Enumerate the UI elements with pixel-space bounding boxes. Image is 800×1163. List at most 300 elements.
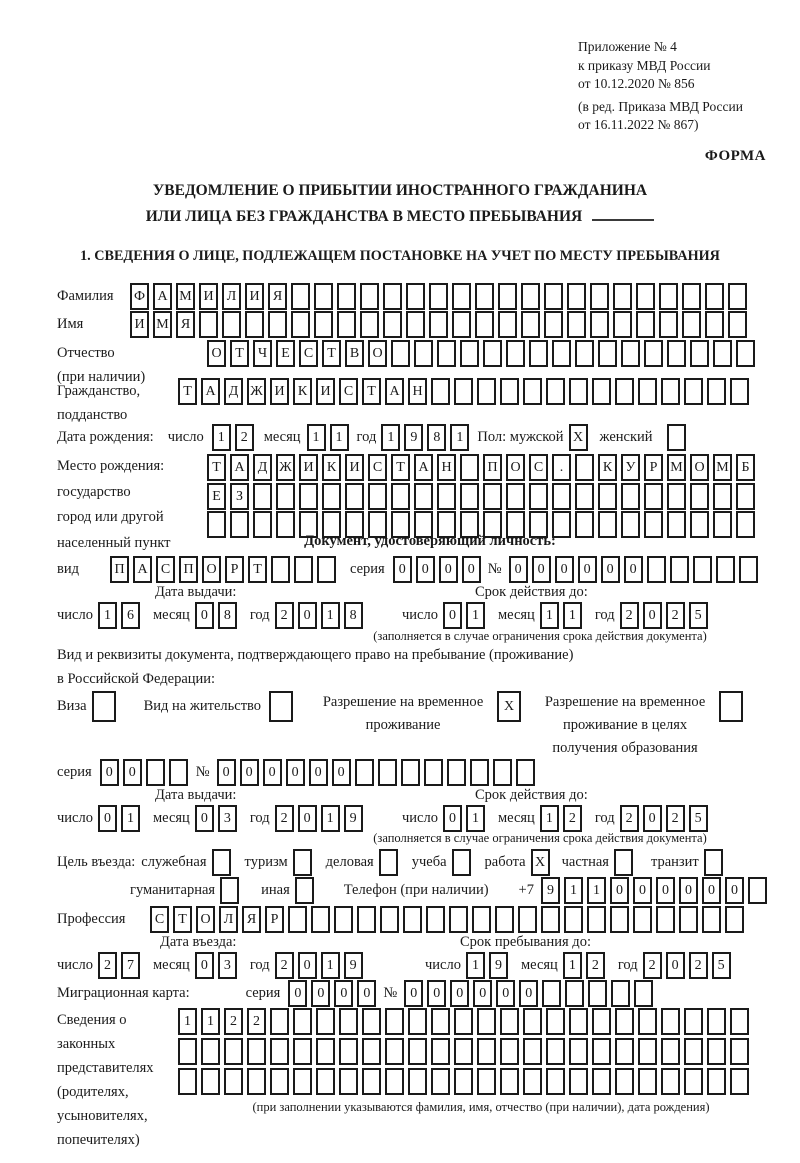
char-cell[interactable] xyxy=(224,1038,243,1065)
char-cell[interactable]: 1 xyxy=(330,424,349,451)
char-cell[interactable] xyxy=(245,311,264,338)
char-cell[interactable]: 2 xyxy=(224,1008,243,1035)
char-cell[interactable] xyxy=(716,556,735,583)
char-cell[interactable] xyxy=(169,759,188,786)
char-cell[interactable] xyxy=(736,483,755,510)
char-cell[interactable] xyxy=(705,311,724,338)
char-cell[interactable] xyxy=(431,1008,450,1035)
purpose-study-checkbox[interactable] xyxy=(452,849,475,876)
char-cell[interactable] xyxy=(339,1068,358,1095)
char-cell[interactable]: 2 xyxy=(275,602,294,629)
char-cell[interactable] xyxy=(178,1068,197,1095)
char-cell[interactable] xyxy=(299,483,318,510)
char-cell[interactable] xyxy=(523,1068,542,1095)
migration-card-seriya-input[interactable] xyxy=(288,980,380,1007)
char-cell[interactable] xyxy=(360,311,379,338)
char-cell[interactable]: 3 xyxy=(218,805,237,832)
char-cell[interactable] xyxy=(541,906,560,933)
char-cell[interactable]: З xyxy=(230,483,249,510)
char-cell[interactable] xyxy=(146,759,165,786)
char-cell[interactable] xyxy=(437,340,456,367)
patronymic-input[interactable] xyxy=(207,340,759,367)
char-cell[interactable] xyxy=(521,283,540,310)
char-cell[interactable] xyxy=(684,1008,703,1035)
char-cell[interactable]: 2 xyxy=(620,602,639,629)
char-cell[interactable] xyxy=(506,483,525,510)
char-cell[interactable] xyxy=(426,906,445,933)
char-cell[interactable] xyxy=(431,1068,450,1095)
char-cell[interactable]: 0 xyxy=(555,556,574,583)
char-cell[interactable] xyxy=(707,1068,726,1095)
char-cell[interactable] xyxy=(736,511,755,538)
purpose-official-checkbox[interactable] xyxy=(212,849,235,876)
char-cell[interactable]: А xyxy=(133,556,152,583)
char-cell[interactable] xyxy=(378,759,397,786)
birth-day-input[interactable] xyxy=(212,424,258,451)
char-cell[interactable] xyxy=(477,378,496,405)
char-cell[interactable]: 0 xyxy=(532,556,551,583)
char-cell[interactable]: 0 xyxy=(496,980,515,1007)
char-cell[interactable]: Я xyxy=(242,906,261,933)
char-cell[interactable] xyxy=(636,311,655,338)
char-cell[interactable]: 2 xyxy=(275,952,294,979)
char-cell[interactable] xyxy=(615,1038,634,1065)
char-cell[interactable] xyxy=(431,1038,450,1065)
identity-valid-month-input[interactable] xyxy=(540,602,586,629)
char-cell[interactable] xyxy=(472,906,491,933)
char-cell[interactable]: Т xyxy=(178,378,197,405)
char-cell[interactable] xyxy=(212,849,231,876)
char-cell[interactable]: 1 xyxy=(98,602,117,629)
visa-checkbox[interactable] xyxy=(92,691,116,722)
char-cell[interactable]: 0 xyxy=(298,602,317,629)
char-cell[interactable]: 1 xyxy=(321,805,340,832)
char-cell[interactable] xyxy=(704,849,723,876)
char-cell[interactable] xyxy=(546,1008,565,1035)
char-cell[interactable]: П xyxy=(110,556,129,583)
purpose-humanitarian-checkbox[interactable] xyxy=(220,877,243,904)
char-cell[interactable]: Т xyxy=(207,454,226,481)
char-cell[interactable] xyxy=(638,1038,657,1065)
char-cell[interactable] xyxy=(385,1008,404,1035)
char-cell[interactable] xyxy=(552,483,571,510)
char-cell[interactable]: О xyxy=(207,340,226,367)
char-cell[interactable]: М xyxy=(176,283,195,310)
char-cell[interactable] xyxy=(684,1068,703,1095)
char-cell[interactable] xyxy=(670,556,689,583)
char-cell[interactable] xyxy=(270,1038,289,1065)
char-cell[interactable] xyxy=(391,483,410,510)
residence-issue-month-input[interactable] xyxy=(195,805,241,832)
char-cell[interactable]: 2 xyxy=(689,952,708,979)
char-cell[interactable] xyxy=(713,340,732,367)
char-cell[interactable]: И xyxy=(130,311,149,338)
char-cell[interactable]: Т xyxy=(248,556,267,583)
birth-month-input[interactable] xyxy=(307,424,353,451)
char-cell[interactable]: . xyxy=(552,454,571,481)
char-cell[interactable] xyxy=(730,378,749,405)
char-cell[interactable] xyxy=(362,1008,381,1035)
char-cell[interactable] xyxy=(293,849,312,876)
char-cell[interactable]: 1 xyxy=(321,952,340,979)
char-cell[interactable] xyxy=(590,311,609,338)
char-cell[interactable]: К xyxy=(598,454,617,481)
char-cell[interactable]: 0 xyxy=(443,805,462,832)
char-cell[interactable]: 0 xyxy=(298,805,317,832)
char-cell[interactable]: 1 xyxy=(540,805,559,832)
char-cell[interactable] xyxy=(523,378,542,405)
char-cell[interactable]: О xyxy=(368,340,387,367)
char-cell[interactable]: К xyxy=(293,378,312,405)
char-cell[interactable]: 0 xyxy=(473,980,492,1007)
char-cell[interactable] xyxy=(638,1068,657,1095)
char-cell[interactable] xyxy=(270,1068,289,1095)
char-cell[interactable] xyxy=(314,311,333,338)
char-cell[interactable] xyxy=(293,1038,312,1065)
char-cell[interactable]: П xyxy=(179,556,198,583)
purpose-other-checkbox[interactable] xyxy=(295,877,318,904)
char-cell[interactable]: 8 xyxy=(427,424,446,451)
char-cell[interactable]: М xyxy=(713,454,732,481)
doc-kind-input[interactable] xyxy=(110,556,340,583)
purpose-tourism-checkbox[interactable] xyxy=(293,849,316,876)
char-cell[interactable] xyxy=(406,283,425,310)
char-cell[interactable]: У xyxy=(621,454,640,481)
identity-issue-year-input[interactable] xyxy=(275,602,367,629)
char-cell[interactable]: С xyxy=(156,556,175,583)
char-cell[interactable]: К xyxy=(322,454,341,481)
char-cell[interactable] xyxy=(271,556,290,583)
purpose-business-checkbox[interactable] xyxy=(379,849,402,876)
char-cell[interactable] xyxy=(401,759,420,786)
stay-day-input[interactable] xyxy=(466,952,512,979)
char-cell[interactable] xyxy=(385,1038,404,1065)
residence-valid-day-input[interactable] xyxy=(443,805,489,832)
char-cell[interactable] xyxy=(288,906,307,933)
char-cell[interactable] xyxy=(592,1008,611,1035)
char-cell[interactable] xyxy=(546,1068,565,1095)
char-cell[interactable]: О xyxy=(506,454,525,481)
char-cell[interactable] xyxy=(337,283,356,310)
char-cell[interactable] xyxy=(728,283,747,310)
char-cell[interactable]: 0 xyxy=(656,877,675,904)
char-cell[interactable]: 2 xyxy=(586,952,605,979)
char-cell[interactable]: X xyxy=(569,424,588,451)
char-cell[interactable]: Е xyxy=(276,340,295,367)
residence-issue-day-input[interactable] xyxy=(98,805,144,832)
char-cell[interactable] xyxy=(702,906,721,933)
char-cell[interactable]: И xyxy=(299,454,318,481)
char-cell[interactable] xyxy=(575,454,594,481)
char-cell[interactable] xyxy=(690,340,709,367)
char-cell[interactable] xyxy=(339,1008,358,1035)
char-cell[interactable] xyxy=(293,1008,312,1035)
char-cell[interactable] xyxy=(316,1068,335,1095)
char-cell[interactable]: 9 xyxy=(541,877,560,904)
char-cell[interactable] xyxy=(220,877,239,904)
char-cell[interactable] xyxy=(656,906,675,933)
char-cell[interactable] xyxy=(454,1008,473,1035)
char-cell[interactable] xyxy=(452,849,471,876)
given-name-input[interactable] xyxy=(130,311,751,338)
char-cell[interactable]: 0 xyxy=(100,759,119,786)
entry-day-input[interactable] xyxy=(98,952,144,979)
char-cell[interactable]: 2 xyxy=(235,424,254,451)
char-cell[interactable]: Л xyxy=(219,906,238,933)
char-cell[interactable]: 1 xyxy=(466,602,485,629)
char-cell[interactable]: И xyxy=(245,283,264,310)
stay-year-input[interactable] xyxy=(643,952,735,979)
char-cell[interactable] xyxy=(636,283,655,310)
char-cell[interactable]: 0 xyxy=(195,805,214,832)
representatives-row2-input[interactable] xyxy=(178,1038,753,1065)
char-cell[interactable] xyxy=(707,1038,726,1065)
char-cell[interactable] xyxy=(477,1008,496,1035)
char-cell[interactable] xyxy=(659,311,678,338)
char-cell[interactable]: 1 xyxy=(466,952,485,979)
char-cell[interactable] xyxy=(588,980,607,1007)
identity-valid-year-input[interactable] xyxy=(620,602,712,629)
char-cell[interactable] xyxy=(598,340,617,367)
char-cell[interactable]: Д xyxy=(224,378,243,405)
char-cell[interactable]: Р xyxy=(225,556,244,583)
profession-input[interactable] xyxy=(150,906,748,933)
char-cell[interactable]: 6 xyxy=(121,602,140,629)
char-cell[interactable] xyxy=(546,378,565,405)
char-cell[interactable]: 0 xyxy=(195,952,214,979)
identity-valid-day-input[interactable] xyxy=(443,602,489,629)
char-cell[interactable]: Ч xyxy=(253,340,272,367)
birth-place-row2-input[interactable] xyxy=(207,483,759,510)
char-cell[interactable] xyxy=(523,1008,542,1035)
char-cell[interactable] xyxy=(406,311,425,338)
char-cell[interactable]: И xyxy=(199,283,218,310)
char-cell[interactable]: 2 xyxy=(643,952,662,979)
char-cell[interactable] xyxy=(705,283,724,310)
char-cell[interactable] xyxy=(495,906,514,933)
char-cell[interactable] xyxy=(564,906,583,933)
char-cell[interactable] xyxy=(454,378,473,405)
char-cell[interactable] xyxy=(615,1008,634,1035)
char-cell[interactable] xyxy=(725,906,744,933)
char-cell[interactable]: 0 xyxy=(439,556,458,583)
char-cell[interactable]: 0 xyxy=(633,877,652,904)
identity-issue-month-input[interactable] xyxy=(195,602,241,629)
char-cell[interactable]: 0 xyxy=(217,759,236,786)
char-cell[interactable]: С xyxy=(529,454,548,481)
char-cell[interactable]: С xyxy=(368,454,387,481)
char-cell[interactable]: 0 xyxy=(601,556,620,583)
char-cell[interactable] xyxy=(500,1038,519,1065)
purpose-private-checkbox[interactable] xyxy=(614,849,637,876)
char-cell[interactable] xyxy=(679,906,698,933)
char-cell[interactable]: 1 xyxy=(321,602,340,629)
char-cell[interactable] xyxy=(317,556,336,583)
representatives-row3-input[interactable] xyxy=(178,1068,753,1095)
char-cell[interactable] xyxy=(719,691,743,722)
char-cell[interactable] xyxy=(567,311,586,338)
char-cell[interactable] xyxy=(452,311,471,338)
char-cell[interactable] xyxy=(452,283,471,310)
char-cell[interactable] xyxy=(569,1068,588,1095)
char-cell[interactable] xyxy=(516,759,535,786)
char-cell[interactable]: Д xyxy=(253,454,272,481)
char-cell[interactable]: М xyxy=(153,311,172,338)
char-cell[interactable]: Р xyxy=(644,454,663,481)
char-cell[interactable]: 0 xyxy=(332,759,351,786)
char-cell[interactable]: 0 xyxy=(286,759,305,786)
char-cell[interactable]: 5 xyxy=(689,805,708,832)
char-cell[interactable]: 5 xyxy=(712,952,731,979)
char-cell[interactable] xyxy=(408,1038,427,1065)
char-cell[interactable] xyxy=(454,1038,473,1065)
char-cell[interactable]: 8 xyxy=(344,602,363,629)
char-cell[interactable] xyxy=(500,1068,519,1095)
char-cell[interactable] xyxy=(360,283,379,310)
char-cell[interactable] xyxy=(311,906,330,933)
char-cell[interactable] xyxy=(552,340,571,367)
residence-valid-month-input[interactable] xyxy=(540,805,586,832)
char-cell[interactable]: Н xyxy=(437,454,456,481)
identity-issue-day-input[interactable] xyxy=(98,602,144,629)
char-cell[interactable] xyxy=(682,283,701,310)
doc-seriya-input[interactable] xyxy=(393,556,485,583)
char-cell[interactable] xyxy=(615,378,634,405)
char-cell[interactable] xyxy=(592,1068,611,1095)
char-cell[interactable]: 0 xyxy=(416,556,435,583)
char-cell[interactable] xyxy=(523,1038,542,1065)
char-cell[interactable] xyxy=(713,511,732,538)
residence-valid-year-input[interactable] xyxy=(620,805,712,832)
char-cell[interactable]: 0 xyxy=(357,980,376,1007)
char-cell[interactable] xyxy=(730,1038,749,1065)
char-cell[interactable] xyxy=(380,906,399,933)
char-cell[interactable] xyxy=(339,1038,358,1065)
char-cell[interactable]: 1 xyxy=(178,1008,197,1035)
char-cell[interactable] xyxy=(590,283,609,310)
char-cell[interactable]: С xyxy=(299,340,318,367)
char-cell[interactable] xyxy=(690,483,709,510)
char-cell[interactable]: 1 xyxy=(201,1008,220,1035)
char-cell[interactable]: Ж xyxy=(276,454,295,481)
char-cell[interactable]: 0 xyxy=(610,877,629,904)
char-cell[interactable]: Ф xyxy=(130,283,149,310)
char-cell[interactable] xyxy=(379,849,398,876)
residence-seriya-input[interactable] xyxy=(100,759,192,786)
char-cell[interactable]: 9 xyxy=(344,805,363,832)
char-cell[interactable] xyxy=(647,556,666,583)
char-cell[interactable] xyxy=(659,283,678,310)
char-cell[interactable] xyxy=(575,340,594,367)
char-cell[interactable] xyxy=(294,556,313,583)
char-cell[interactable]: 0 xyxy=(195,602,214,629)
char-cell[interactable] xyxy=(334,906,353,933)
char-cell[interactable] xyxy=(199,311,218,338)
char-cell[interactable] xyxy=(644,340,663,367)
char-cell[interactable] xyxy=(498,311,517,338)
migration-card-number-input[interactable] xyxy=(404,980,657,1007)
char-cell[interactable] xyxy=(569,378,588,405)
char-cell[interactable] xyxy=(368,483,387,510)
char-cell[interactable] xyxy=(247,1038,266,1065)
char-cell[interactable] xyxy=(291,283,310,310)
char-cell[interactable] xyxy=(544,283,563,310)
char-cell[interactable] xyxy=(383,283,402,310)
char-cell[interactable] xyxy=(460,483,479,510)
char-cell[interactable] xyxy=(493,759,512,786)
char-cell[interactable] xyxy=(690,511,709,538)
char-cell[interactable]: В xyxy=(345,340,364,367)
char-cell[interactable] xyxy=(454,1068,473,1095)
char-cell[interactable]: 1 xyxy=(381,424,400,451)
char-cell[interactable]: 0 xyxy=(311,980,330,1007)
char-cell[interactable] xyxy=(565,980,584,1007)
char-cell[interactable]: 9 xyxy=(489,952,508,979)
char-cell[interactable] xyxy=(460,340,479,367)
char-cell[interactable] xyxy=(431,378,450,405)
char-cell[interactable] xyxy=(521,311,540,338)
char-cell[interactable] xyxy=(483,483,502,510)
char-cell[interactable]: А xyxy=(201,378,220,405)
char-cell[interactable] xyxy=(295,877,314,904)
char-cell[interactable] xyxy=(638,1008,657,1035)
char-cell[interactable] xyxy=(713,483,732,510)
char-cell[interactable]: 1 xyxy=(540,602,559,629)
char-cell[interactable] xyxy=(569,1038,588,1065)
char-cell[interactable] xyxy=(424,759,443,786)
char-cell[interactable] xyxy=(475,283,494,310)
entry-year-input[interactable] xyxy=(275,952,367,979)
char-cell[interactable]: 2 xyxy=(620,805,639,832)
char-cell[interactable]: 1 xyxy=(307,424,326,451)
sex-male-checkbox[interactable] xyxy=(569,424,592,451)
char-cell[interactable] xyxy=(403,906,422,933)
char-cell[interactable]: 0 xyxy=(624,556,643,583)
char-cell[interactable]: 0 xyxy=(98,805,117,832)
char-cell[interactable] xyxy=(247,1068,266,1095)
char-cell[interactable]: А xyxy=(385,378,404,405)
residence-permit-checkbox[interactable] xyxy=(269,691,293,722)
char-cell[interactable] xyxy=(567,283,586,310)
char-cell[interactable] xyxy=(544,311,563,338)
char-cell[interactable] xyxy=(500,1008,519,1035)
char-cell[interactable] xyxy=(222,311,241,338)
char-cell[interactable] xyxy=(224,1068,243,1095)
char-cell[interactable] xyxy=(661,1008,680,1035)
char-cell[interactable]: Б xyxy=(736,454,755,481)
char-cell[interactable] xyxy=(429,283,448,310)
char-cell[interactable] xyxy=(201,1068,220,1095)
doc-number-input[interactable] xyxy=(509,556,762,583)
char-cell[interactable] xyxy=(470,759,489,786)
char-cell[interactable] xyxy=(383,311,402,338)
residence-number-input[interactable] xyxy=(217,759,539,786)
char-cell[interactable]: 1 xyxy=(450,424,469,451)
char-cell[interactable] xyxy=(613,311,632,338)
sex-female-checkbox[interactable] xyxy=(667,424,690,451)
char-cell[interactable] xyxy=(614,849,633,876)
char-cell[interactable]: 0 xyxy=(462,556,481,583)
char-cell[interactable] xyxy=(529,483,548,510)
char-cell[interactable] xyxy=(621,483,640,510)
char-cell[interactable]: 0 xyxy=(643,602,662,629)
char-cell[interactable]: 1 xyxy=(466,805,485,832)
char-cell[interactable] xyxy=(500,378,519,405)
char-cell[interactable] xyxy=(268,311,287,338)
char-cell[interactable] xyxy=(362,1038,381,1065)
char-cell[interactable] xyxy=(529,340,548,367)
char-cell[interactable]: 9 xyxy=(344,952,363,979)
